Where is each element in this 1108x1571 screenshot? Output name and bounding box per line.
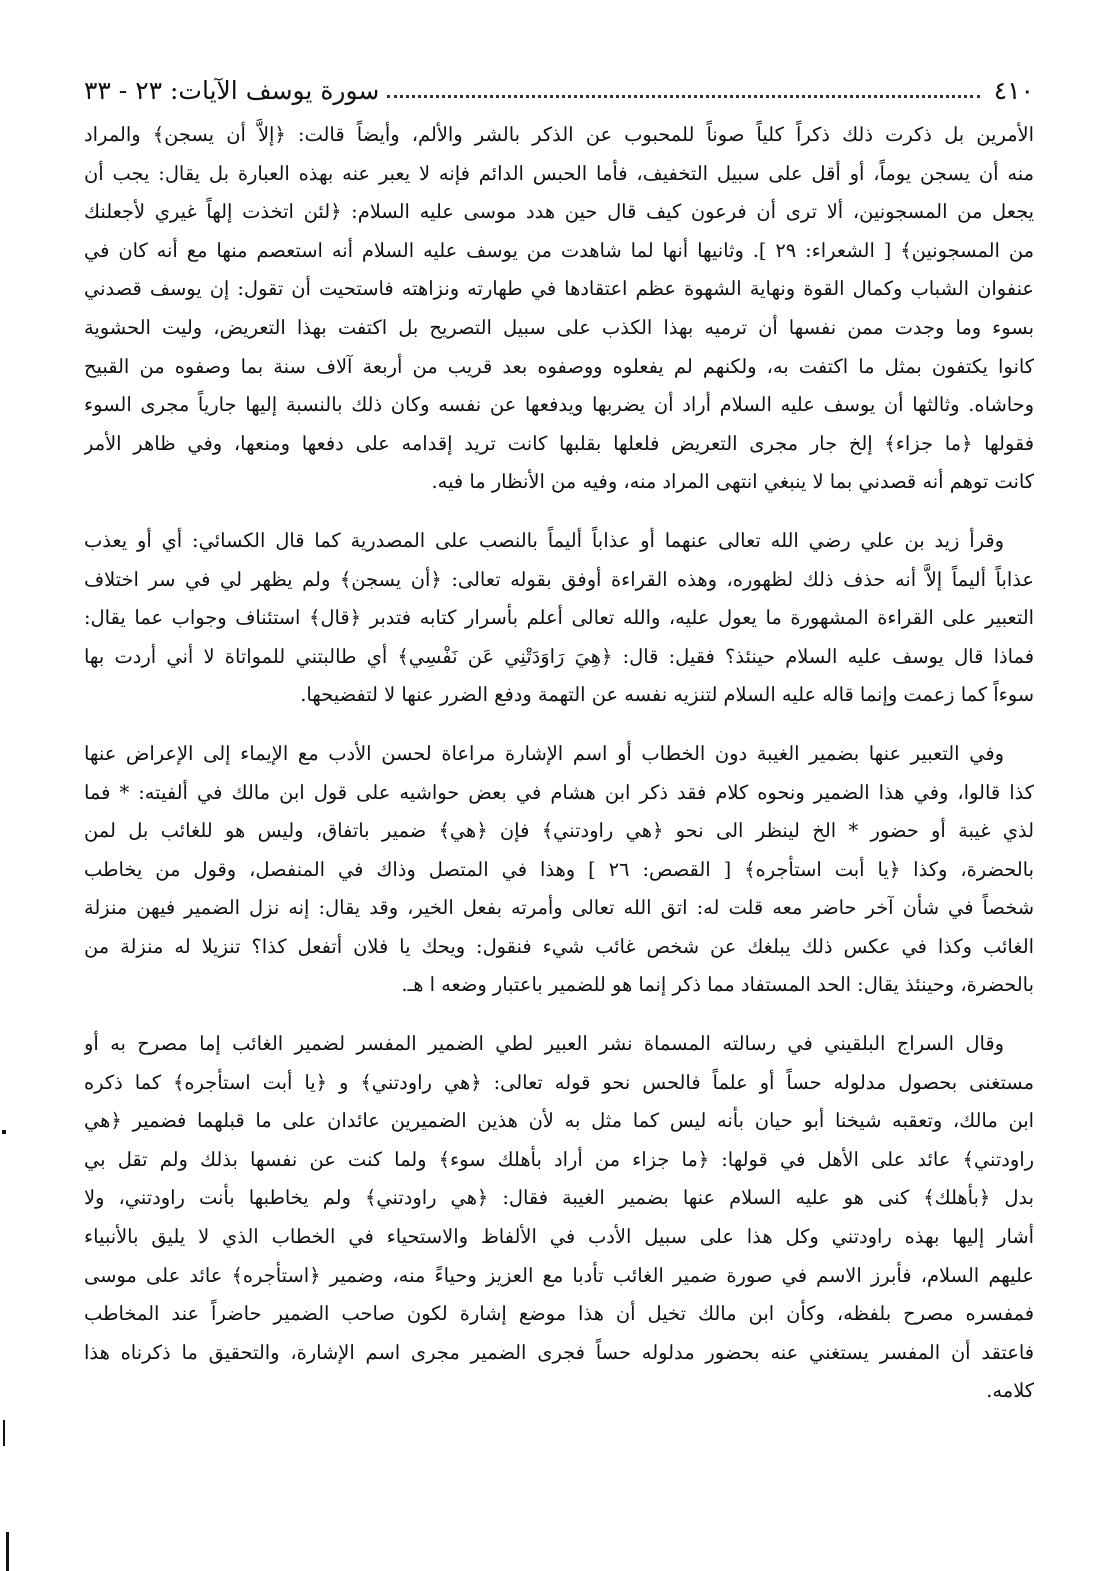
text-line: وقال السراج البلقيني في رسالته المسماة نشر العبير لطي الضمير المفسر لضمير الغائب إما مصرح به أو [84,1032,1004,1056]
scan-edge-mark [3,1420,5,1446]
scan-edge-mark [6,1532,9,1571]
text-line: وحاشاه. وثالثها أن يوسف عليه السلام أراد أن يضربها ويدفعها عن نفسه وكان ذلك بالنسبة إليها جارياً مجرى السوء [84,393,1034,417]
text-line: بسوء وما وجدت ممن نفسها أن ترميه بهذا الكذب على سبيل التصريح بل اكتفت بهذا التعريض، وليت الحشوية [84,315,1034,339]
text-line: الغائب وكذا في عكس ذلك يبلغك عن شخص غائب شيء فنقول: ويحك يا فلان أتفعل كذا؟ تنزيلا له منزلة من [84,934,1034,958]
text-line: سوءاً كما زعمت وإنما قاله عليه السلام لتنزيه نفسه عن التهمة ودفع الضرر عنها لا لتفضيحها. [300,683,1034,707]
header-dot-leader [387,95,979,98]
text-line: فماذا قال يوسف عليه السلام حينئذ؟ فقيل: قال: ﴿هِيَ رَاوَدَتْنِي عَن نَفْسِي﴾ أي طالبتني للمواتاة لا أني أردت بها [84,644,1034,668]
text-line: فاعتقد أن المفسر يستغني عنه بحضور مدلوله حساً فجرى الضمير مجرى اسم الإشارة، والتحقيق ما ذكرناه هذا [84,1340,1034,1364]
text-line: منه أن يسجن يوماً، أو أقل على سبيل التخفيف، فأما الحبس الدائم فإنه لا يعبر عنه بهذه العبارة بل يقال: يجب أن [84,161,1034,185]
paragraph-3 [84,735,1034,1005]
paragraph-2 [84,522,1034,715]
text-line: بالحضرة، وحينئذ يقال: الحد المستفاد مما ذكر إنما هو للضمير باعتبار وضعه ا هـ. [401,973,1034,997]
body-text [84,116,1034,1431]
text-line: كانت توهم أنه قصدني بما لا ينبغي انتهى المراد منه، وفيه من الأنظار ما فيه. [431,470,1034,494]
text-line: وقرأ زيد بن علي رضي الله تعالى عنهما أو عذاباً أليماً بالنصب على المصدرية كما قال الكسائي: أي أو يعذب [84,528,1004,552]
text-line: يجعل من المسجونين، ألا ترى أن فرعون كيف قال حين هدد موسى عليه السلام: ﴿لئن اتخذت إلهاً غيري لأجعلنك [84,200,1034,224]
text-line: كلامه. [986,1379,1034,1403]
text-line: عذاباً أليماً إلاَّ أنه حذف ذلك لظهوره، وهذه القراءة أوفق بقوله تعالى: ﴿أن يسجن﴾ ولم يظهر لي في سر اختلاف [84,567,1034,591]
text-line: كانوا يكتفون بمثل ما اكتفت به، ولكنهم لم يفعلوه ووصفوه بعد قريب من أربعة آلاف سنة بما وصفوه من القبيح [84,354,1034,378]
text-line: بدل ﴿بأهلك﴾ كنى هو عليه السلام عنها بضمير الغيبة فقال: ﴿هي راودتني﴾ ولم يخاطبها بأنت راودتني، ولا [84,1186,1034,1210]
text-line: راودتني﴾ عائد على الأهل في قولها: ﴿ما جزاء من أراد بأهلك سوء﴾ ولما كنت عن نفسها بذلك ولم تقل بي [84,1147,1034,1171]
text-line: من المسجونين﴾ [ الشعراء: ٢٩ ]. وثانيها أنها لما شاهدت من يوسف عليه السلام أنه استعصم منها مع أنه كان في [84,238,1034,262]
text-line: كذا قالوا، وفي هذا الضمير ونحوه كلام فقد ذكر ابن هشام في بعض حواشيه على قول ابن مالك في ألفيته: * فما [84,780,1034,804]
text-line: فقولها ﴿ما جزاء﴾ إلخ جار مجرى التعريض فلعلها بقلبها كانت تريد إقدامه على دفعها ومنعها، وفي ظاهر الأمر [84,431,1034,455]
text-line: بالحضرة، وكذا ﴿يا أبت استأجره﴾ [ القصص: ٢٦ ] وهذا في المتصل وذاك في المنفصل، وقول من يخاطب [84,857,1034,881]
text-line: ابن مالك، وتعقبه شيخنا أبو حيان بأنه ليس كما مثل به لأن هذين الضميرين عائدان على ما قبلهما فضمير ﴿هي [84,1109,1034,1133]
text-line: الأمرين بل ذكرت ذلك ذكراً كلياً صوناً للمحبوب عن الذكر بالشر والألم، وأيضاً قالت: ﴿إلاَّ أن يسجن﴾ والمراد [84,123,1034,146]
text-line: التعبير على القراءة المشهورة ما يعول عليه، والله تعالى أعلم بأسرار كتابه فتدبر ﴿قال﴾ استئناف وجواب عما يقال: [84,606,1034,630]
text-line: فمفسره مصرح بلفظه، وكأن ابن مالك تخيل أن هذا موضع إشارة لكون صاحب الضمير حاضراً عند المخاطب [84,1302,1034,1326]
surah-title: سورة يوسف الآيات: ٢٣ - ٣٣ [84,75,380,105]
text-line: وفي التعبير عنها بضمير الغيبة دون الخطاب أو اسم الإشارة مراعاة لحسن الأدب مع الإيماء إلى الإعراض عنها [84,741,1004,765]
text-line: عنفوان الشباب وكمال القوة ونهاية الشهوة عظم اعتقادها في طهارته ونزاهته فاستحيت أن تقول: إن يوسف قصدني [84,277,1034,301]
text-line: أشار إليها بهذه راودتني وكل هذا على سبيل الأدب في الألفاظ والاستحياء في الخطاب الذي لا يليق بالأنبياء [84,1225,1034,1249]
text-line: لذي غيبة أو حضور * الخ لينظر الى نحو ﴿هي راودتني﴾ فإن ﴿هي﴾ ضمير باتفاق، وليس هو للغائب بل لمن [84,819,1034,843]
scan-edge-mark [2,1130,6,1134]
page-number: ٤١٠ [993,75,1034,105]
text-line: عليهم السلام، فأبرز الاسم في صورة ضمير الغائب تأدبا مع العزيز وحياءً منه، وضمير ﴿استأجره﴾ عائد على موسى [84,1263,1034,1287]
running-header [84,70,1034,110]
paragraph-1 [84,116,1034,502]
text-line: مستغنى بحصول مدلوله حساً أو علماً فالحس نحو قوله تعالى: ﴿هي راودتني﴾ و ﴿يا أبت استأجره﴾ كما ذكره [84,1070,1034,1094]
text-line: شخصاً في شأن آخر حاضر معه قلت له: اتق الله تعالى وأمرته بفعل الخير، وقد يقال: إنه نزل الضمير فيهن منزلة [84,896,1034,920]
paragraph-4 [84,1025,1034,1411]
